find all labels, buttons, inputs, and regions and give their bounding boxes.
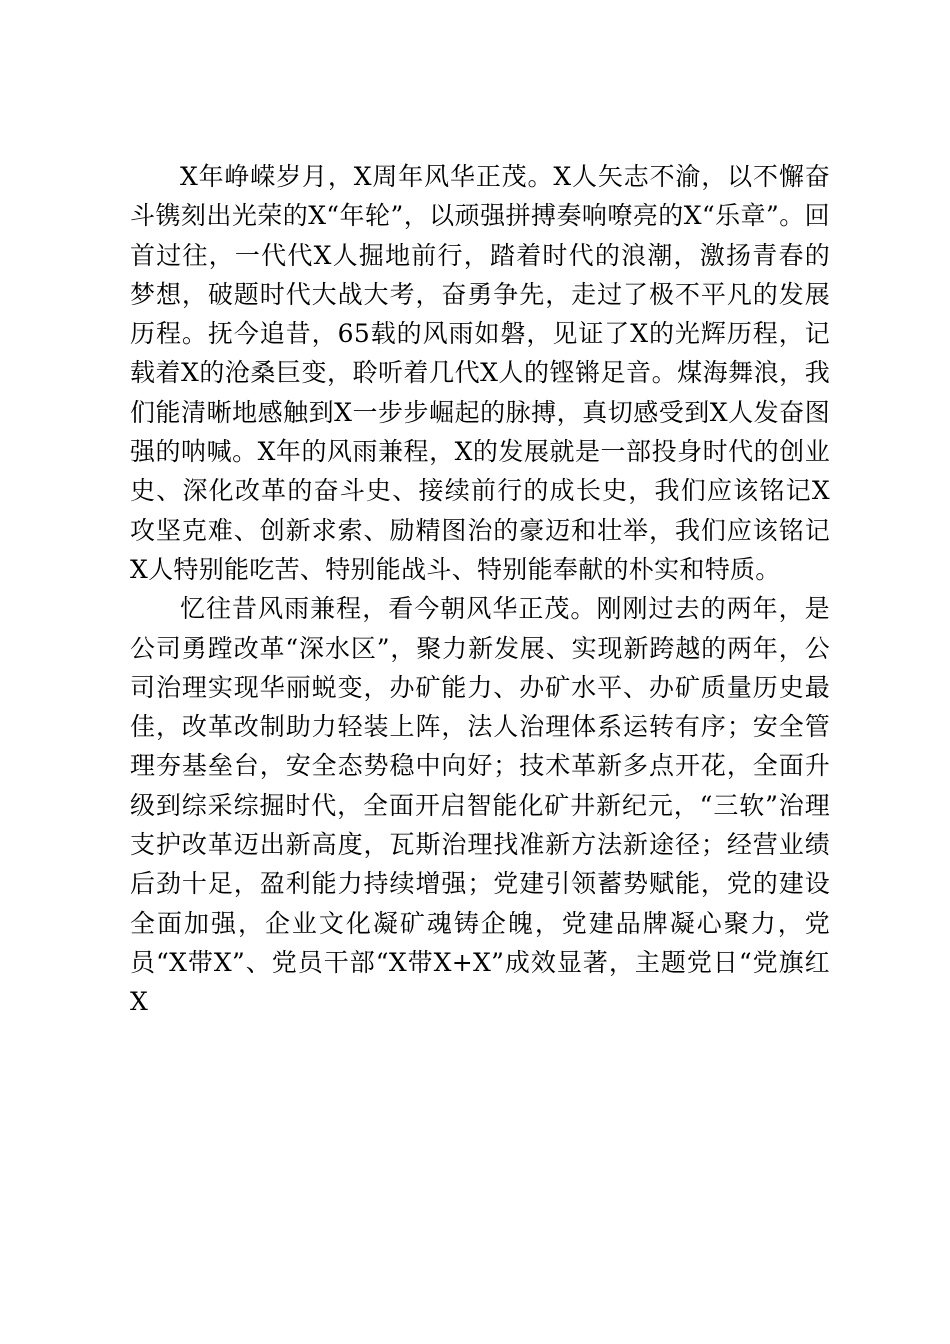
paragraph-1: X年峥嵘岁月，X周年风华正茂。X人矢志不渝，以不懈奋斗镌刻出光荣的X“年轮”，以顽强拼搏奏响嘹亮的X“乐章”。回首过往，一代代X人掘地前行，踏着时代的浪潮，激扬青春的梦想，破题时代大战大考，奋勇争先，走过了极不平凡的发展历程。抚今追昔，65载的风雨如磐，见证了X的光辉历程，记载着X的沧桑巨变，聆听着几代X人的铿锵足音。煤海舞浪，我们能清晰地感触到X一步步崛起的脉搏，真切感受到X人发奋图强的呐喊。X年的风雨兼程，X的发展就是一部投身时代的创业史、深化改革的奋斗史、接续前行的成长史，我们应该铭记X攻坚克难、创新求索、励精图治的豪迈和壮举，我们应该铭记X人特别能吃苦、特别能战斗、特别能奉献的朴实和特质。	[130, 162, 830, 584]
document-body	[130, 157, 830, 1022]
paragraph-2: 忆往昔风雨兼程，看今朝风华正茂。刚刚过去的两年，是公司勇蹚改革“深水区”，聚力新发展、实现新跨越的两年，公司治理实现华丽蜕变，办矿能力、办矿水平、办矿质量历史最佳，改革改制助力轻装上阵，法人治理体系运转有序；安全管理夯基垒台，安全态势稳中向好；技术革新多点开花，全面升级到综采综掘时代，全面开启智能化矿井新纪元，“三软”治理支护改革迈出新高度，瓦斯治理找准新方法新途径；经营业绩后劲十足，盈利能力持续增强；党建引领蓄势赋能，党的建设全面加强，企业文化凝矿魂铸企魄，党建品牌凝心聚力，党员“X带X”、党员干部“X带X+X”成效显著，主题党日“党旗红X	[130, 594, 830, 1017]
